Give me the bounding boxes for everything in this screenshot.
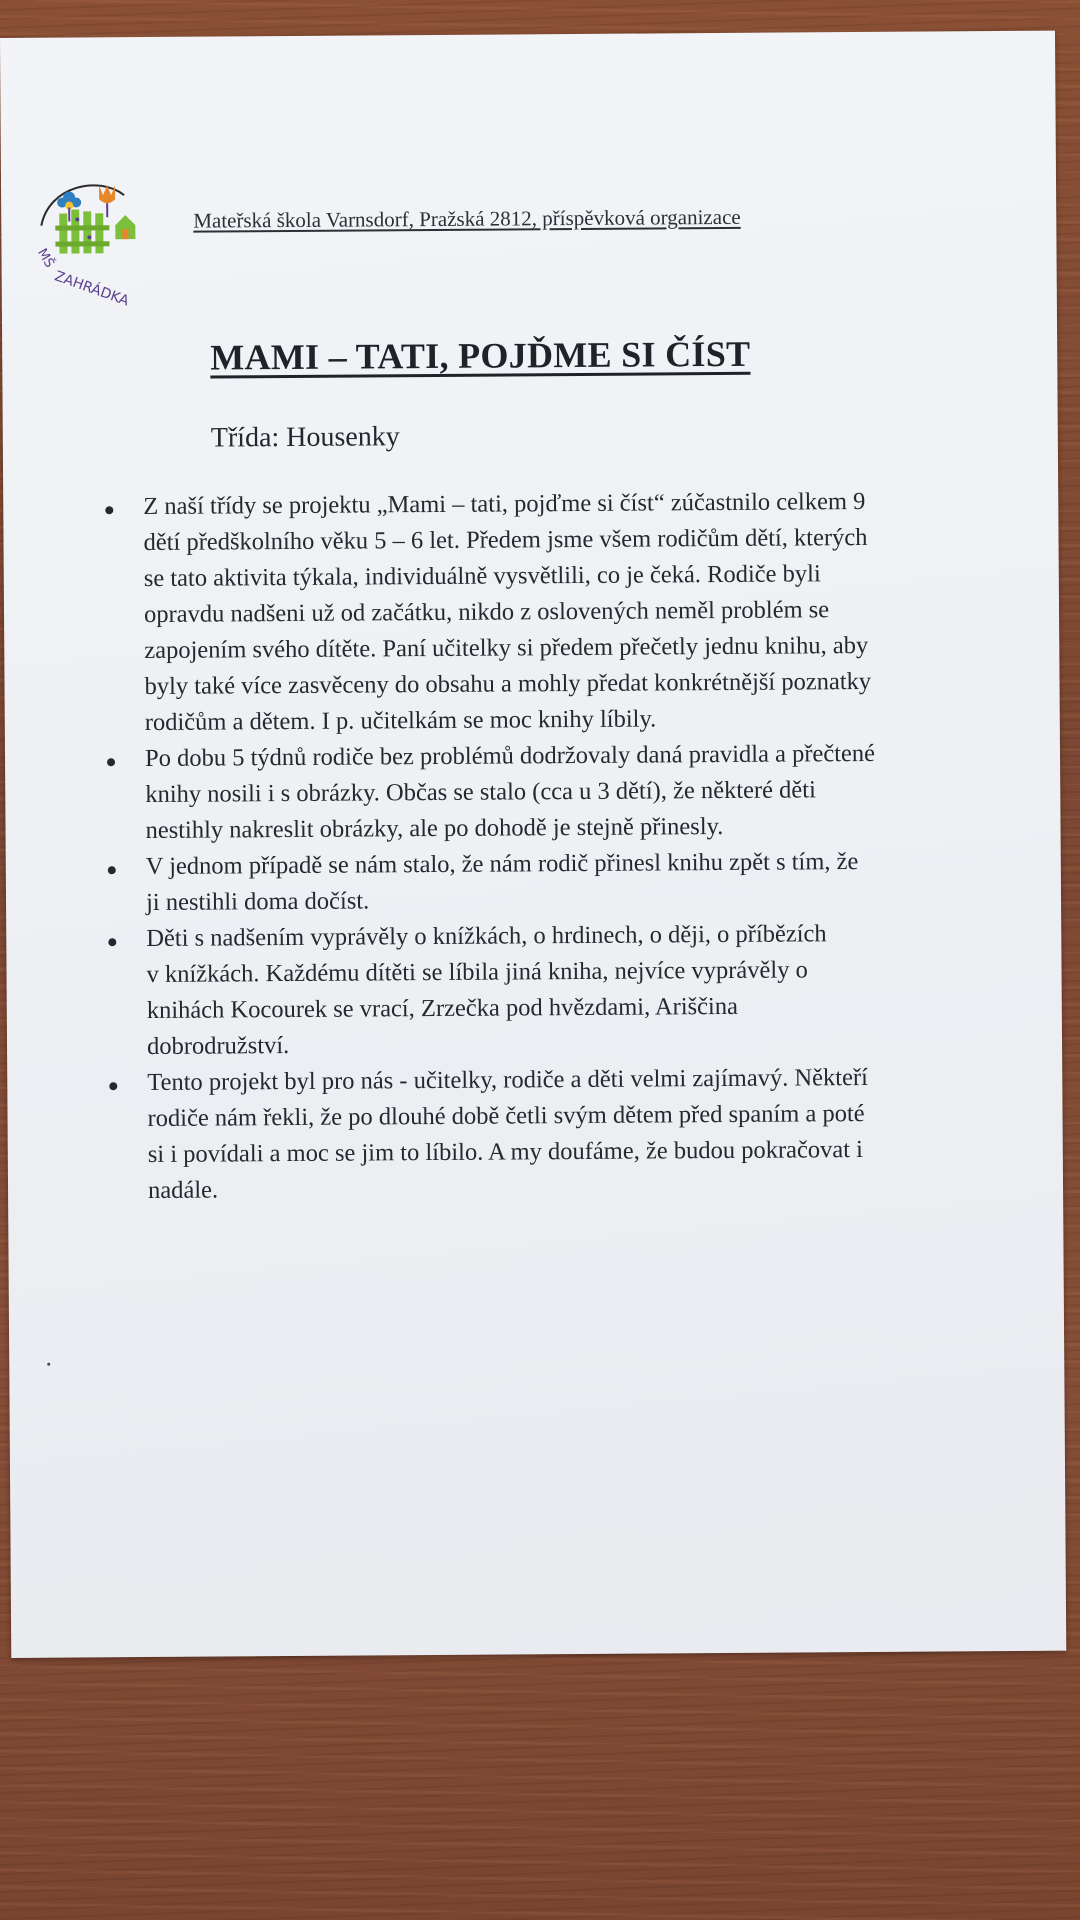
svg-text:ZAHRÁDKA: ZAHRÁDKA bbox=[52, 268, 131, 310]
bullet-line: dobrodružství. bbox=[146, 1032, 290, 1060]
bullet-line: byly také více zasvěceny do obsahu a mohly předat konkrétnější poznatky bbox=[144, 667, 872, 701]
tulip-icon bbox=[99, 185, 115, 217]
bullet-line: nestihly nakreslit obrázky, ale po dohodě je stejně přinesly. bbox=[145, 812, 724, 845]
school-logo bbox=[29, 155, 160, 316]
svg-text:MŠ: MŠ bbox=[34, 246, 57, 271]
bullet-line: knihy nosili i s obrázky. Občas se stalo (cca u 3 dětí), že některé děti bbox=[145, 776, 816, 809]
bullet-item bbox=[103, 1059, 964, 1209]
bullet-item bbox=[102, 843, 962, 921]
bullet-line: dětí předškolního věku 5 – 6 let. Předem jsme všem rodičům dětí, kterých bbox=[143, 523, 868, 557]
bullet-line: rodiče nám řekli, že po dlouhé době četli svým dětem před spaním a poté bbox=[147, 1099, 865, 1132]
bullet-line: Z naší třídy se projektu „Mami – tati, pojďme si číst“ zúčastnilo celkem 9 bbox=[143, 487, 866, 521]
bullet-line: V jednom případě se nám stalo, že nám rodič přinesl knihu zpět s tím, že bbox=[145, 848, 859, 881]
bullet-line: v knížkách. Každému dítěti se líbila jiná kniha, nejvíce vyprávěly o bbox=[146, 956, 808, 988]
bullet-line: nadále. bbox=[147, 1176, 219, 1204]
bullet-line: si i povídali a moc se jim to líbilo. A my doufáme, že budou pokračovat i bbox=[147, 1136, 864, 1168]
bullet-line: se tato aktivita týkala, individuálně vysvětlili, co je čeká. Rodiče byli bbox=[143, 560, 821, 593]
bullet-list bbox=[99, 483, 964, 1209]
document-sheet bbox=[0, 31, 1066, 1658]
bullet-item bbox=[101, 735, 962, 849]
bullet-line: knihách Kocourek se vrací, Zrzečka pod hvězdami, Ariščina bbox=[146, 992, 739, 1024]
stray-mark bbox=[47, 1363, 50, 1366]
bullet-line: rodičům a dětem. I p. učitelkám se moc knihy líbily. bbox=[144, 705, 657, 737]
organization-header: Mateřská škola Varnsdorf, Pražská 2812, příspěvková organizace bbox=[193, 204, 741, 233]
bullet-item bbox=[99, 483, 961, 741]
fence-icon bbox=[55, 209, 109, 253]
school-logo-graphic bbox=[29, 155, 160, 316]
bullet-line: Tento projekt byl pro nás - učitelky, rodiče a děti velmi zajímavý. Někteří bbox=[147, 1063, 868, 1096]
bullet-line: Po dobu 5 týdnů rodiče bez problémů dodržovaly daná pravidla a přečtené bbox=[144, 739, 876, 773]
class-name: Třída: Housenky bbox=[210, 421, 400, 454]
bullet-line: opravdu nadšeni už od začátku, nikdo z oslovených neměl problém se bbox=[143, 596, 830, 629]
document-title: MAMI – TATI, POJĎME SI ČÍST bbox=[210, 333, 751, 378]
bullet-line: zapojením svého dítěte. Paní učitelky si předem přečetly jednu knihu, aby bbox=[144, 631, 869, 665]
bullet-line: Děti s nadšením vyprávěly o knížkách, o hrdinech, o ději, o příbězích bbox=[146, 920, 827, 953]
bullet-item bbox=[102, 915, 963, 1065]
bullet-line: ji nestihli doma dočíst. bbox=[145, 887, 370, 917]
